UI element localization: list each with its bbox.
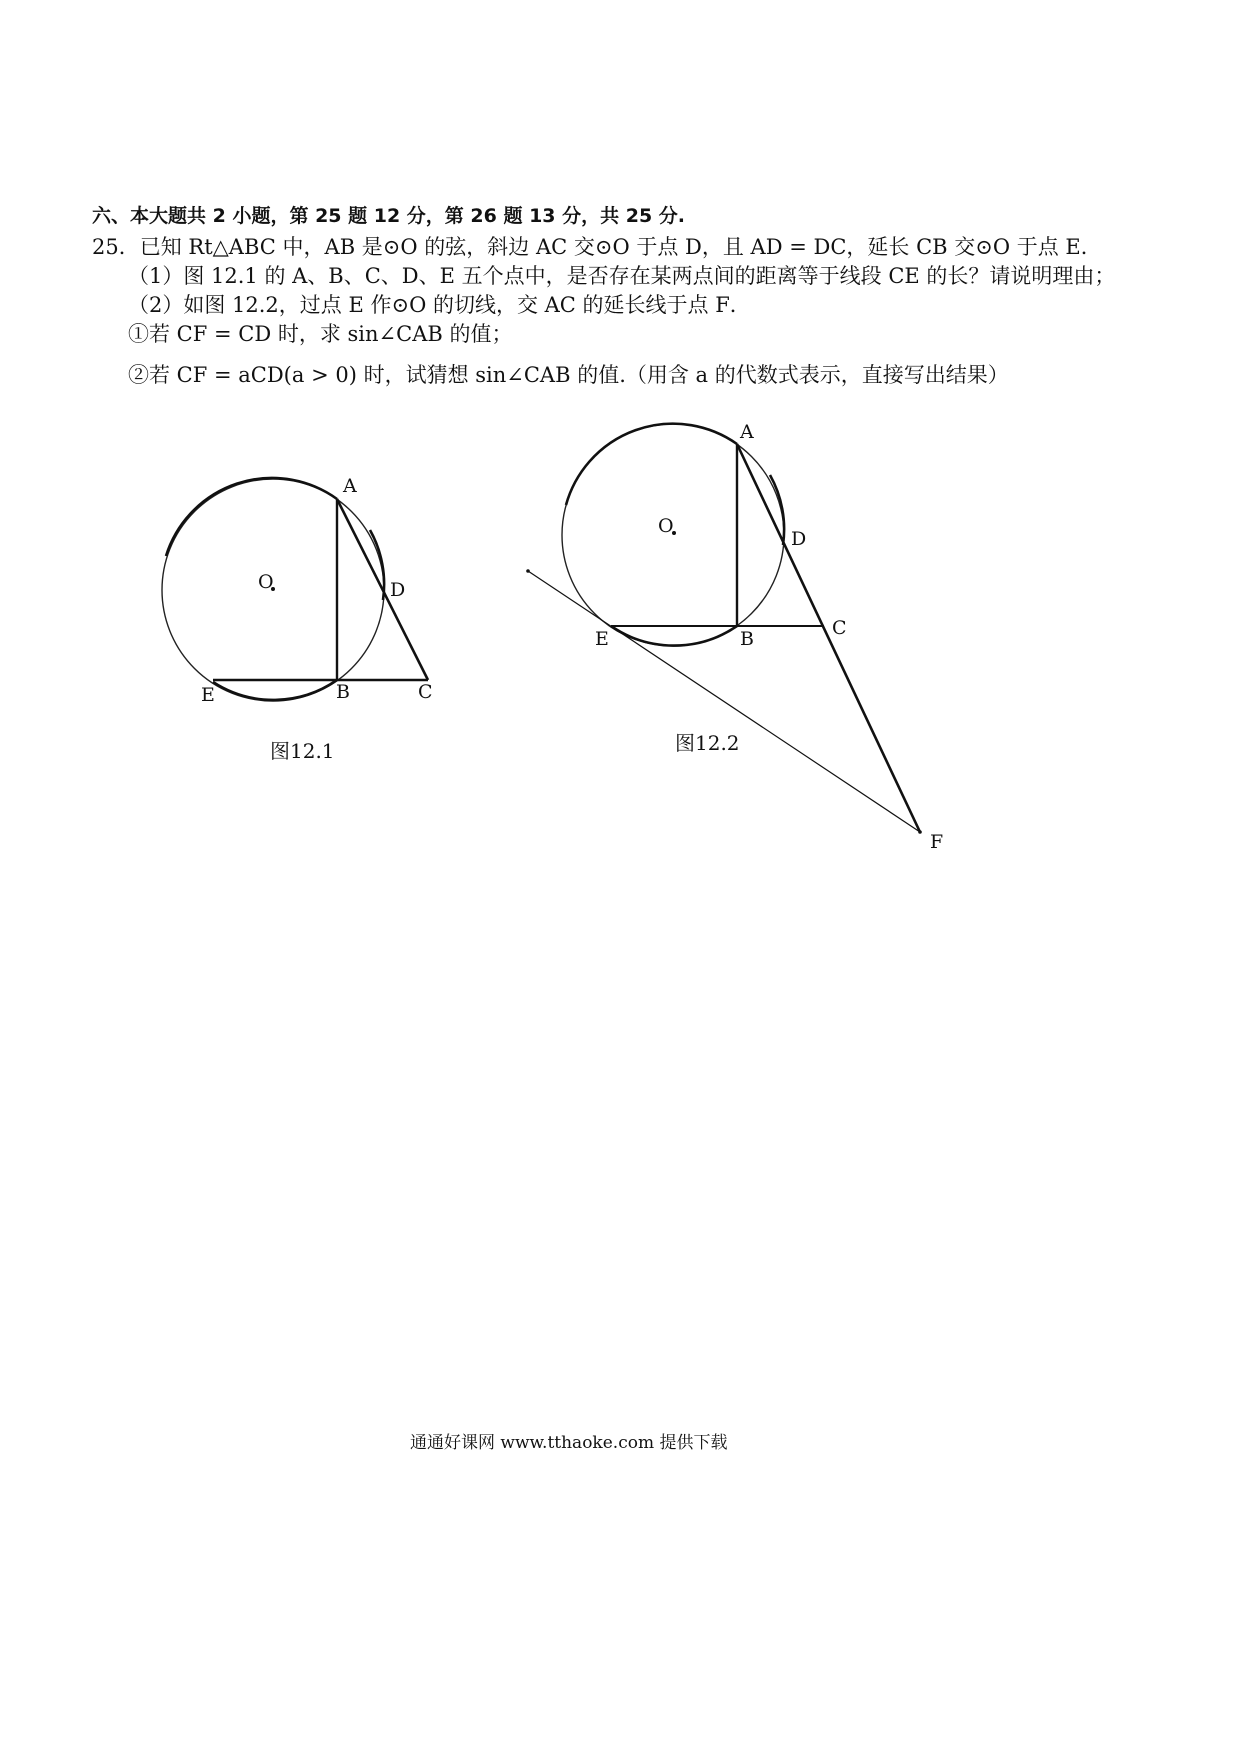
segment-ac bbox=[337, 499, 428, 680]
figure-12-2-caption: 图12.2 bbox=[675, 731, 740, 755]
question-part-2-sub-2: ②若 CF = aCD(a > 0) 时，试猜想 sin∠CAB 的值.（用含 a 的代数式表示，直接写出结果） bbox=[128, 363, 1009, 387]
segment-af bbox=[737, 444, 920, 832]
label-d: D bbox=[390, 579, 406, 601]
figure-12-2-geometry bbox=[526, 421, 943, 853]
page-footer: 通通好课网 www.tthaoke.com 提供下载 bbox=[410, 1433, 728, 1453]
figure-12-1-geometry bbox=[162, 475, 433, 706]
question-part-2-sub-1: ①若 CF = CD 时，求 sin∠CAB 的值； bbox=[128, 322, 513, 346]
label-a: A bbox=[343, 475, 357, 497]
label-e: E bbox=[201, 684, 215, 706]
arc-upper-2 bbox=[566, 424, 737, 505]
label-d-2: D bbox=[791, 528, 807, 550]
label-b: B bbox=[336, 681, 350, 703]
label-o-2: O bbox=[658, 515, 674, 537]
arc-lower bbox=[213, 680, 337, 700]
arc-lower-2 bbox=[611, 626, 737, 646]
point-start bbox=[526, 569, 530, 573]
label-c: C bbox=[418, 681, 433, 703]
label-e-2: E bbox=[595, 628, 609, 650]
label-f: F bbox=[930, 831, 944, 853]
label-b-2: B bbox=[740, 628, 754, 650]
section-heading: 六、本大题共 2 小题，第 25 题 12 分，第 26 题 13 分，共 25 分. bbox=[92, 205, 686, 227]
label-o: O bbox=[258, 571, 274, 593]
question-part-1: （1）图 12.1 的 A、B、C、D、E 五个点中，是否存在某两点间的距离等于线段 CE 的长？请说明理由； bbox=[128, 264, 1116, 288]
question-part-2: （2）如图 12.2，过点 E 作⊙O 的切线，交 AC 的延长线于点 F． bbox=[128, 293, 751, 317]
arc-upper bbox=[166, 478, 337, 556]
problem-statement: 25．已知 Rt△ABC 中，AB 是⊙O 的弦，斜边 AC 交⊙O 于点 D，且 AD = DC，延长 CB 交⊙O 于点 E． bbox=[92, 235, 1102, 259]
tangent-line-ef bbox=[528, 571, 920, 832]
figure-12-1-caption: 图12.1 bbox=[270, 739, 335, 763]
label-c-2: C bbox=[832, 617, 847, 639]
point-f bbox=[918, 830, 922, 834]
label-a-2: A bbox=[740, 421, 754, 443]
